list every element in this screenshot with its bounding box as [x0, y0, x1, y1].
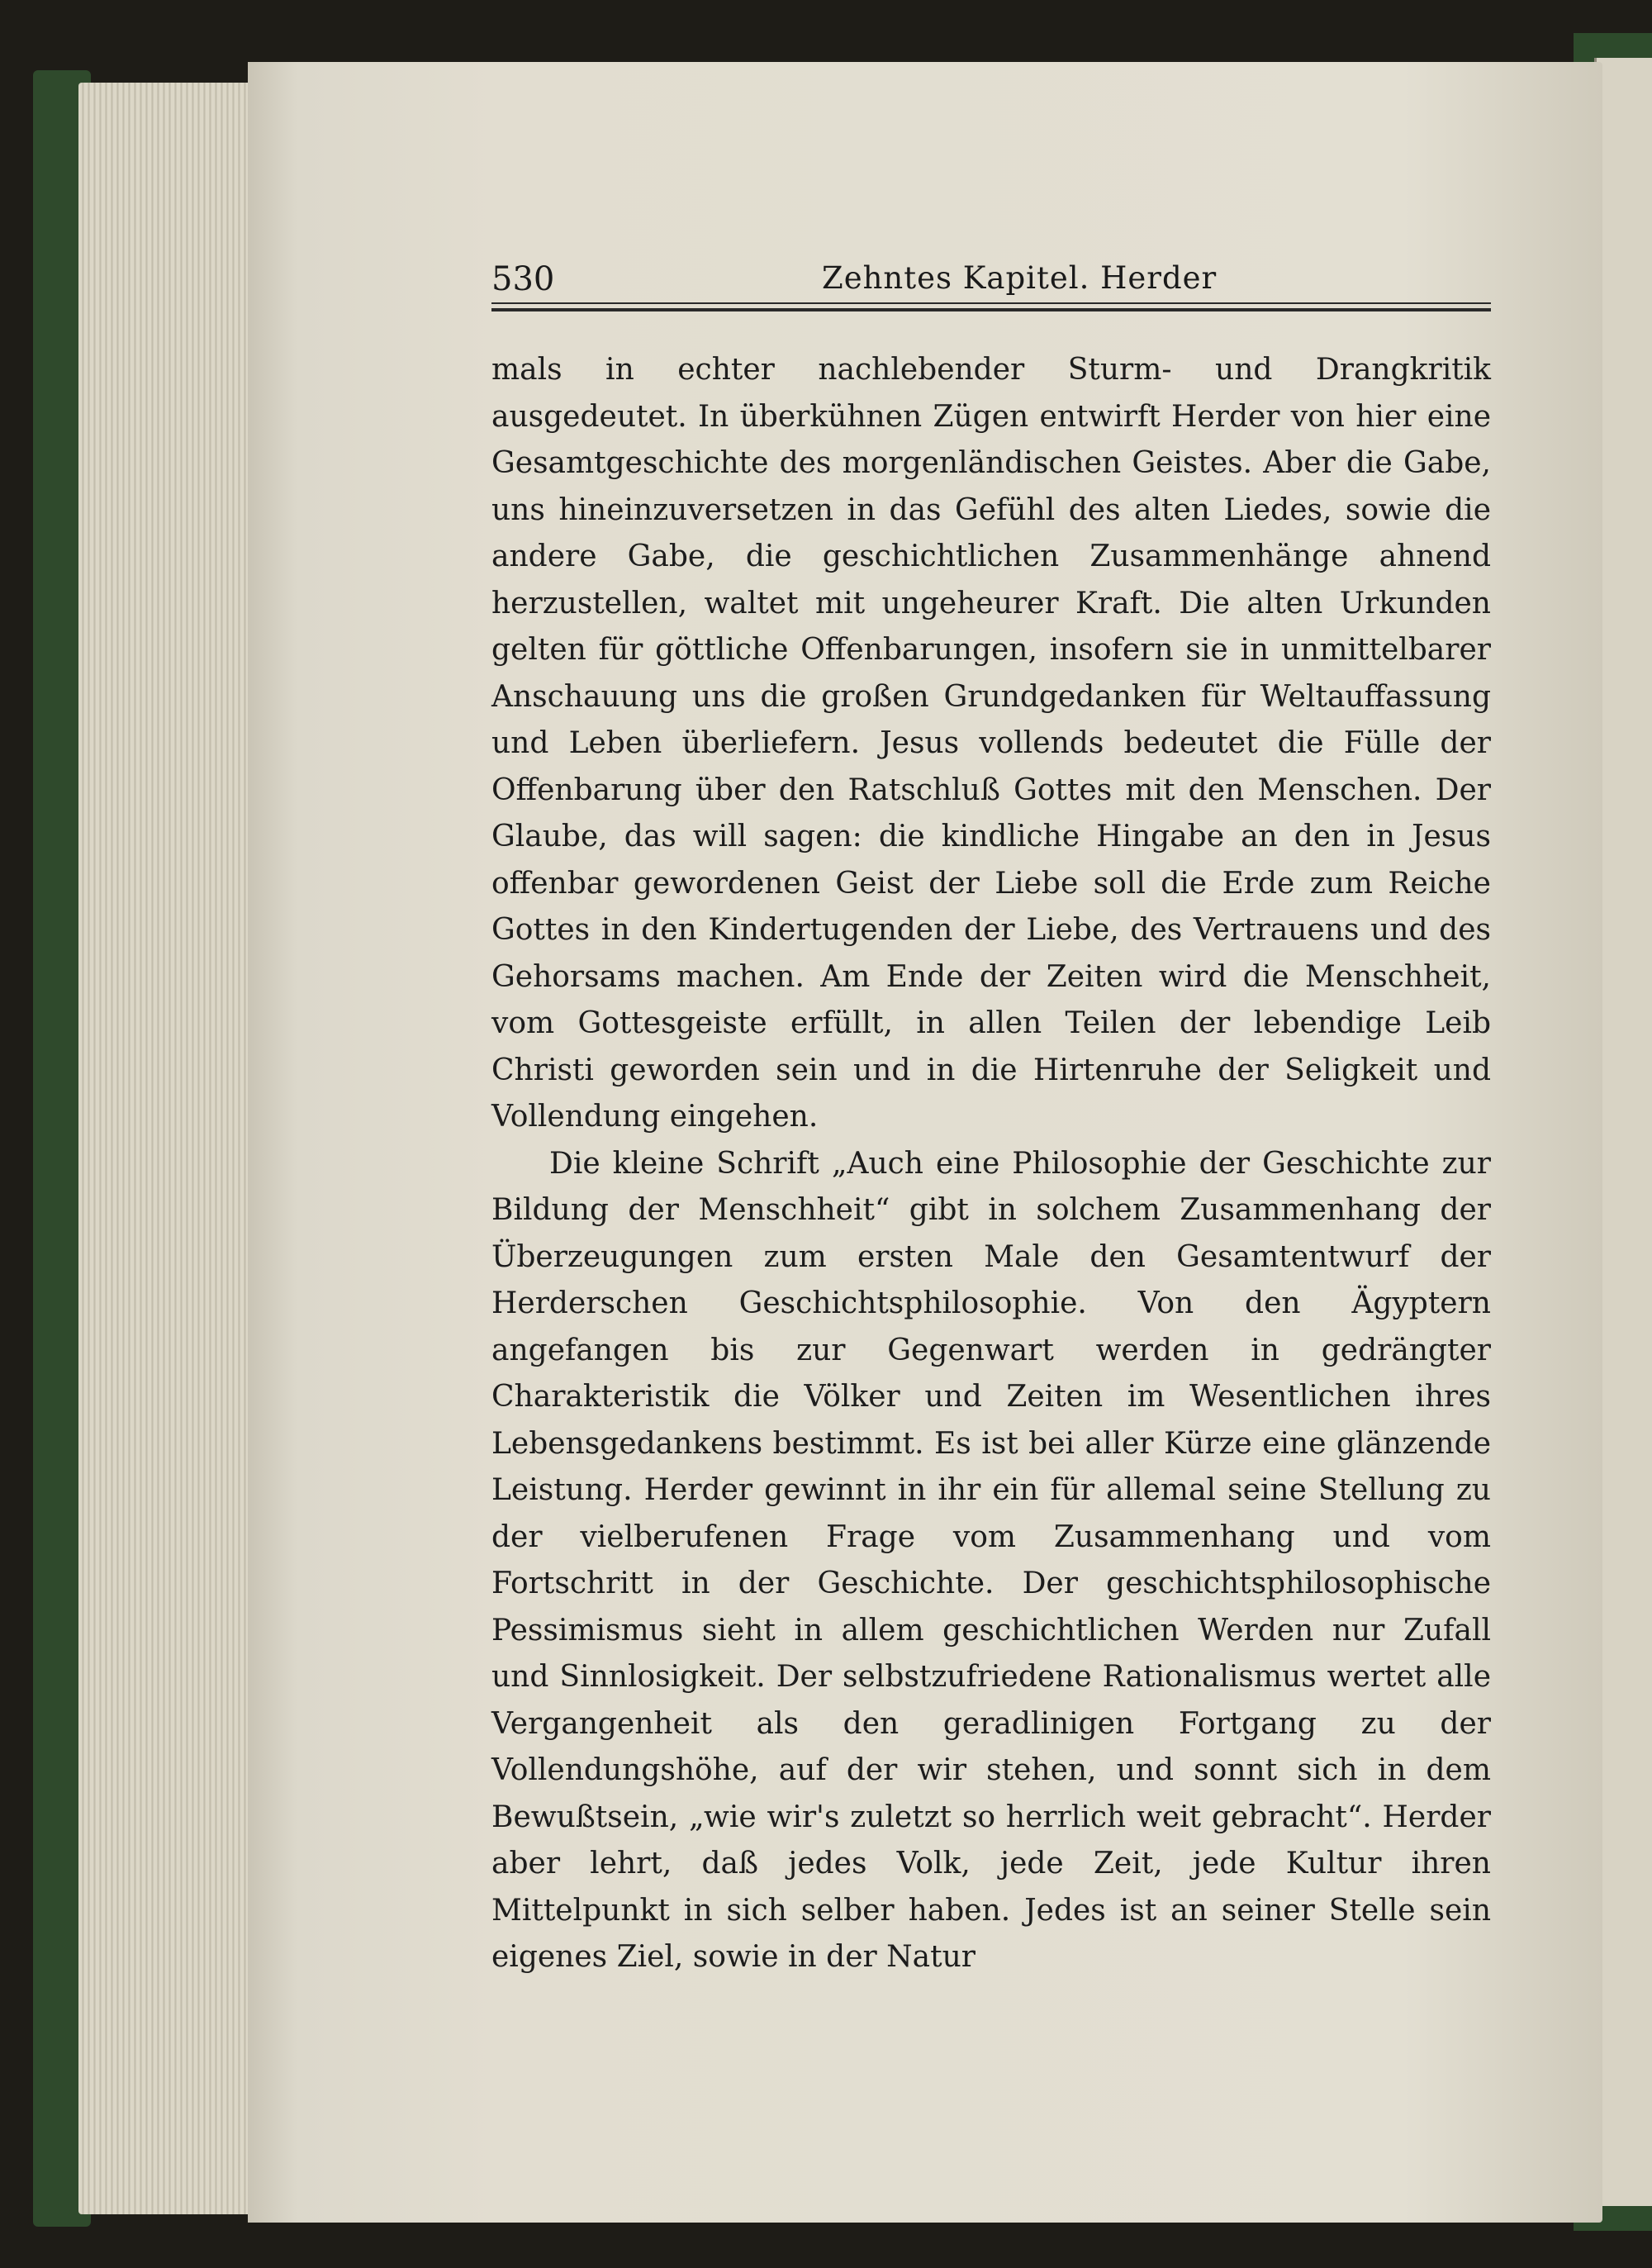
running-head	[491, 260, 1491, 302]
header-rule-thick	[491, 308, 1491, 311]
page-number: 530	[491, 260, 555, 298]
header-rule-thin	[491, 302, 1491, 304]
chapter-title: Zehntes Kapitel. Herder	[822, 260, 1218, 296]
paragraph: Die kleine Schrift „Auch eine Philosophie der Geschichte zur Bildung der Menschheit“ gibt in solchem Zusammenhang der Überzeugungen zum ersten Male den Gesamtentwurf der Herderschen Geschichtsphilosophie. Von den Ägyptern angefangen bis zur Gegenwart werden in gedrängter Charakteristik die Völker und Zeiten im Wesentlichen ihres Lebensgedankens bestimmt. Es ist bei aller Kürze eine glänzende Leistung. Herder gewinnt in ihr ein für allemal seine Stellung zu der vielberufenen Frage vom Zusammenhang und vom Fortschritt in der Geschichte. Der geschichtsphilosophische Pessimismus sieht in allem geschichtlichen Werden nur Zufall und Sinnlosigkeit. Der selbstzufriedene Rationalismus wertet alle Vergangenheit als den geradlinigen Fortgang zu der Vollendungshöhe, auf der wir stehen, und sonnt sich in dem Bewußtsein, „wie wir's zuletzt so herrlich weit gebracht“. Herder aber lehrt, daß jedes Volk, jede Zeit, jede Kultur ihren Mittelpunkt in sich selber haben. Jedes ist an seiner Stelle sein eigenes Ziel, sowie in der Natur	[491, 1146, 1491, 1974]
paragraph-continued: mals in echter nachlebender Sturm- und Drangkritik ausgedeutet. In überkühnen Zügen entwirft Herder von hier eine Gesamtgeschichte des morgenländischen Geistes. Aber die Gabe, uns hineinzuversetzen in das Gefühl des alten Liedes, sowie die andere Gabe, die geschichtlichen Zusammenhänge ahnend herzustellen, waltet mit ungeheurer Kraft. Die alten Urkunden gelten für göttliche Offenbarungen, insofern sie in unmittelbarer Anschauung uns die großen Grundgedanken für Weltauffassung und Leben überliefern. Jesus vollends bedeutet die Fülle der Offenbarung über den Ratschluß Gottes mit den Menschen. Der Glaube, das will sagen: die kindliche Hingabe an den in Jesus offenbar gewordenen Geist der Liebe soll die Erde zum Reiche Gottes in den Kindertugenden der Liebe, des Vertrauens und des Gehorsams machen. Am Ende der Zeiten wird die Menschheit, vom Gottesgeiste erfüllt, in allen Teilen der lebendige Leib Christi geworden sein und in die Hirtenruhe der Seligkeit und Vollendung eingehen.	[491, 353, 1491, 1134]
page-stack-edges	[78, 83, 252, 2214]
next-page-edge	[1594, 58, 1652, 2206]
body-text	[491, 347, 1491, 1981]
